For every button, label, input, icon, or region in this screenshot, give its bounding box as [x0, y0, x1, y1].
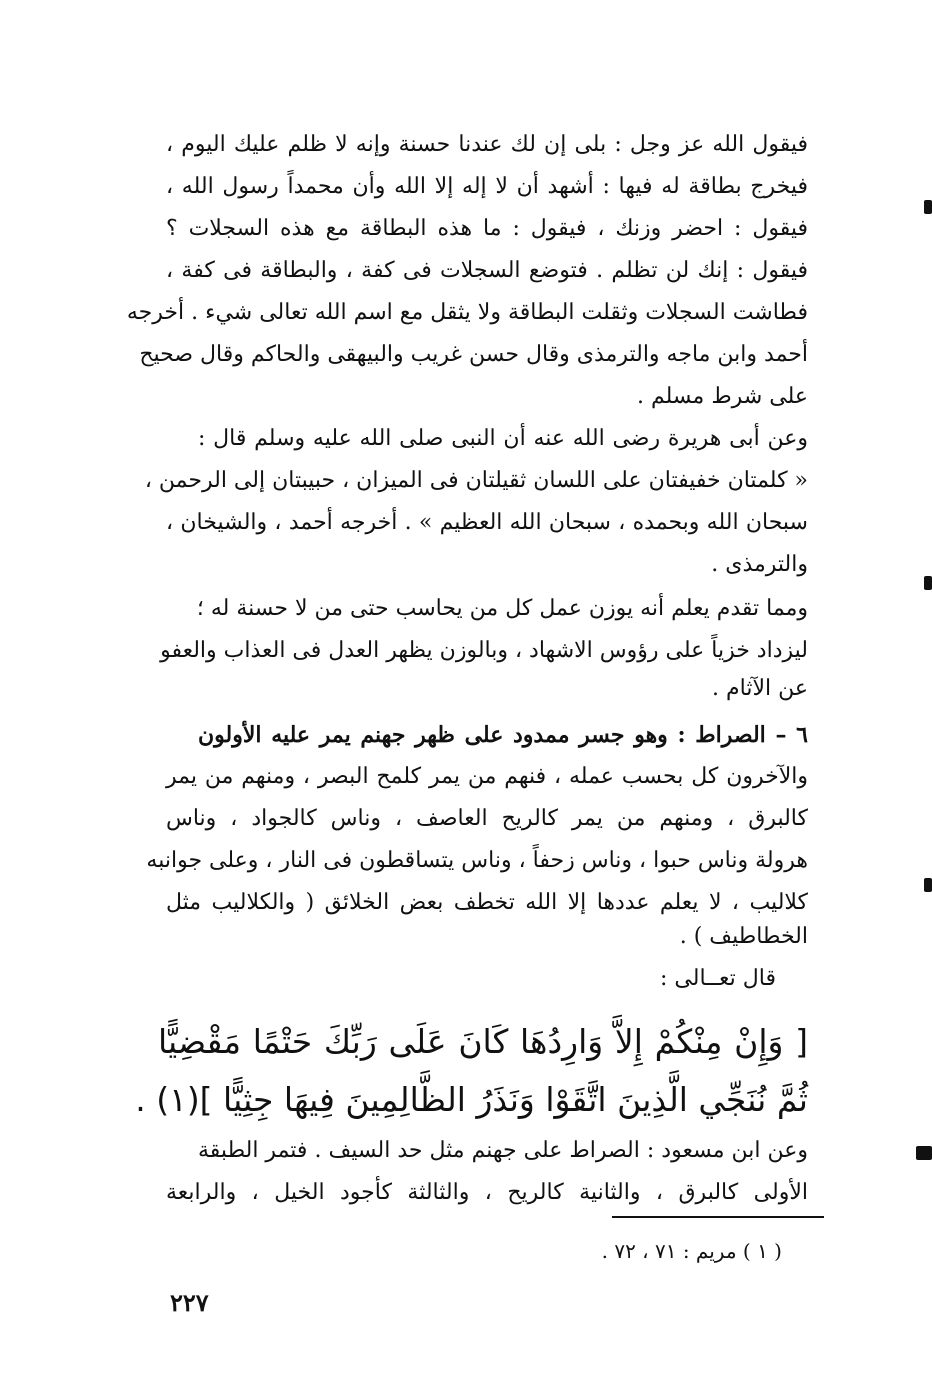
text-line: فيخرج بطاقة له فيها : أشهد أن لا إله إلا الله وأن محمداً رسول الله ،: [166, 174, 808, 199]
text-line: سبحان الله وبحمده ، سبحان الله العظيم » . أخرجه أحمد ، والشيخان ،: [166, 510, 808, 535]
scan-mark: [924, 878, 932, 892]
section-heading-line: ٦ – الصراط : وهو جسر ممدود على ظهر جهنم يمر عليه الأولون: [198, 722, 808, 748]
text-line: على شرط مسلم .: [637, 384, 808, 409]
text-line: والآخرون كل بحسب عمله ، فنهم من يمر كلمح البصر ، ومنهم من يمر: [166, 764, 808, 789]
verse-intro: قال تعــالى :: [660, 966, 776, 991]
text-line: فطاشت السجلات وثقلت البطاقة ولا يثقل مع اسم الله تعالى شيء . أخرجه: [126, 300, 808, 325]
quran-verse-line: [ وَإِنْ مِنْكُمْ إِلاَّ وَارِدُهَا كَانَ عَلَى رَبِّكَ حَتْمًا مَقْضِيًّا: [158, 1022, 808, 1061]
text-line: كلاليب ، لا يعلم عددها إلا الله تخطف بعض الخلائق ( والكلاليب مثل: [166, 890, 808, 915]
footnote: ( ١ ) مريم : ٧١ ، ٧٢ .: [601, 1239, 782, 1263]
text-line: « كلمتان خفيفتان على اللسان ثقيلتان فى الميزان ، حبيبتان إلى الرحمن ،: [144, 468, 808, 493]
text-line: ومما تقدم يعلم أنه يوزن عمل كل من يحاسب حتى من لا حسنة له ؛: [196, 596, 808, 621]
text-line: الأولى كالبرق ، والثانية كالريح ، والثالثة كأجود الخيل ، والرابعة: [166, 1180, 808, 1205]
text-line: ليزداد خزياً على رؤوس الاشهاد ، وبالوزن يظهر العدل فى العذاب والعفو: [160, 638, 808, 663]
text-line: الخطاطيف ) .: [679, 924, 808, 949]
text-line: فيقول : إنك لن تظلم . فتوضع السجلات فى كفة ، والبطاقة فى كفة ،: [166, 258, 808, 283]
scan-mark: [924, 576, 932, 590]
page-number: ٢٢٧: [170, 1288, 209, 1317]
text-line: عن الآثام .: [712, 676, 808, 701]
quran-verse-line: ثُمَّ نُنَجِّي الَّذِينَ اتَّقَوْا وَنَذَرُ الظَّالِمِينَ فِيهَا جِثِيًّا ](١) .: [135, 1080, 808, 1119]
text-line: أحمد وابن ماجه والترمذى وقال حسن غريب والبيهقى والحاكم وقال صحيح: [139, 342, 808, 367]
text-line: وعن ابن مسعود : الصراط على جهنم مثل حد السيف . فتمر الطبقة: [198, 1138, 808, 1163]
text-line: كالبرق ، ومنهم من يمر كالريح العاصف ، وناس كالجواد ، وناس: [166, 806, 808, 831]
footnote-divider: [612, 1216, 824, 1218]
text-line: والترمذى .: [711, 552, 808, 577]
scan-mark: [924, 200, 932, 214]
text-line: هرولة وناس حبوا ، وناس زحفاً ، وناس يتساقطون فى النار ، وعلى جوانبه: [146, 848, 808, 873]
text-line: وعن أبى هريرة رضى الله عنه أن النبى صلى الله عليه وسلم قال :: [198, 426, 808, 451]
scan-mark: [916, 1146, 932, 1160]
text-line: فيقول : احضر وزنك ، فيقول : ما هذه البطاقة مع هذه السجلات ؟: [166, 216, 808, 241]
text-line: فيقول الله عز وجل : بلى إن لك عندنا حسنة وإنه لا ظلم عليك اليوم ،: [166, 132, 808, 157]
